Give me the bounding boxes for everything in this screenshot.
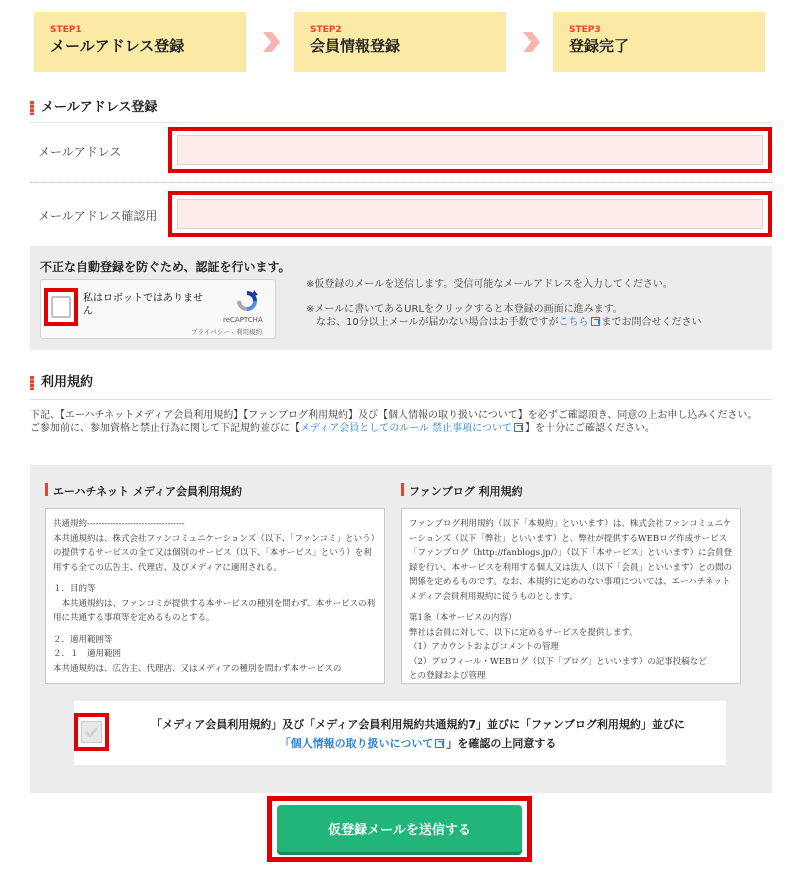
recaptcha-widget	[40, 279, 276, 339]
recaptcha-logo-icon	[234, 288, 260, 314]
email-confirm-field[interactable]	[177, 199, 763, 229]
divider	[30, 122, 772, 123]
terms-intro-post: 】を十分にご確認ください。	[524, 423, 655, 434]
agree-label	[114, 715, 722, 753]
contact-link[interactable]: こちら	[558, 317, 589, 328]
terms-intro-line2	[30, 422, 775, 435]
terms-text-line: ２．適用範囲等	[53, 634, 113, 645]
terms-text-line: 弊社は会員に対して、以下に定めるサービスを提供します。	[409, 627, 638, 638]
divider	[30, 399, 772, 400]
email-field[interactable]	[177, 135, 763, 165]
captcha-panel	[30, 246, 772, 350]
agree-line2	[114, 734, 722, 753]
terms-text-line: 第1条（本サービスの内容）	[409, 613, 517, 623]
terms-text-line: 本共通規約は、広告主、代理店、又はメディアの種別を問わず本サービスの	[53, 663, 342, 674]
checkmark-icon	[84, 725, 99, 739]
terms-text-line: （1）アカウントおよびコメントの管理	[409, 642, 559, 652]
email-confirm-label: メールアドレス確認用	[38, 209, 158, 223]
captcha-note-1: ※仮登録のメールを送信します。受信可能なメールアドレスを入力してください。	[306, 279, 673, 290]
external-link-icon	[591, 317, 600, 326]
agree-line1: 「メディア会員利用規約」及び「メディア会員利用規約共通規約7」並びに「ファンブログ利用規約」並びに	[151, 718, 685, 731]
terms-text-line: 共通規約----------------------------------	[53, 519, 185, 529]
terms-text-line: との登録および管理	[409, 671, 486, 681]
step-1	[34, 12, 246, 72]
step-3-number: STEP3	[569, 25, 601, 35]
privacy-link[interactable]: 「個人情報の取り扱いについて	[279, 737, 434, 750]
email-label: メールアドレス	[38, 145, 122, 159]
agree-checkbox-highlight	[74, 713, 109, 751]
terms-text-line: １．目的等	[53, 584, 96, 594]
media-terms-title: エーハチネット メディア会員利用規約	[45, 483, 242, 499]
terms-intro-line1: 下記、【エーハチネットメディア会員利用規約】【ファンブログ利用規約】及び【個人情報の取り扱いについて】を必ずご確認頂き、同意の上お申し込みください。	[30, 410, 758, 421]
send-provisional-email-button[interactable]: 仮登録メールを送信する	[277, 805, 522, 852]
agree-checkbox[interactable]	[81, 721, 102, 743]
email-field-highlight	[168, 127, 772, 173]
recaptcha-checkbox-highlight	[44, 288, 78, 326]
external-link-icon	[514, 423, 523, 432]
media-terms-textarea[interactable]	[45, 508, 385, 684]
terms-section-title: 利用規約	[30, 375, 93, 391]
captcha-note-2-pre: なお、10分以上メールが届かない場合はお手数ですが	[316, 317, 559, 328]
agree-line2-post: 」を確認の上同意する	[446, 737, 557, 750]
recaptcha-checkbox[interactable]	[51, 296, 71, 318]
captcha-note-2	[306, 303, 702, 329]
agree-panel	[74, 701, 726, 765]
chevron-right-icon	[518, 30, 542, 54]
terms-text-line: 本共通規約は、株式会社ファンコミュニケーションズ（以下、「ファンコミ」という）の提供するサービスの全て又は個別のサービス（以下、「本サービス」という）を利用する全ての広告主、代理店、及びメディアに適用される。	[53, 533, 375, 573]
step-1-number: STEP1	[50, 25, 82, 35]
chevron-right-icon	[258, 30, 282, 54]
step-1-name: メールアドレス登録	[50, 37, 185, 55]
step-2	[294, 12, 506, 72]
external-link-icon	[435, 739, 444, 748]
terms-intro	[30, 409, 775, 435]
recaptcha-links[interactable]: プライバシー - 利用規約	[191, 328, 263, 336]
captcha-note-2-post: までお問合せください	[601, 317, 702, 328]
submit-button-highlight	[267, 796, 532, 862]
terms-text-line: ファンブログ利用規約（以下「本規約」といいます）は、株式会社ファンコミュニケーションズ（以下「弊社」といいます）と、弊社が提供するWEBログ作成サービス「ファンブログ（http://fanblogs.jp/）」（以下「本サービス」といいます）に会員登録を行い、本サービスを利用する個人又は法人（以下「会員」といいます）との間の関係を定めるものです。なお、本規約に定めのない事項については、エーハチネットメディア会員利用規約に従うものとします。	[409, 519, 733, 602]
rules-link[interactable]: メディア会員としてのルール 禁止事項について	[300, 423, 512, 434]
terms-text-line: （2）プロフィール・WEBログ（以下「ブログ」といいます）の記事投稿など	[409, 656, 707, 667]
captcha-note-2-line1: ※メールに書いてあるURLをクリックすると本登録の画面に進みます。	[306, 304, 623, 315]
step-2-name: 会員情報登録	[310, 37, 401, 55]
terms-text-line: ２．１ 適用範囲	[53, 649, 122, 659]
recaptcha-brand: reCAPTCHA	[223, 316, 263, 324]
email-confirm-field-highlight	[168, 191, 772, 237]
step-3	[553, 12, 765, 72]
terms-panel	[30, 465, 772, 793]
registration-steps	[34, 12, 764, 72]
terms-text-line: 本共通規約は、ファンコミが提供する本サービスの種別を問わず、本サービスの利用に共通する事項等を定めるものとする。	[53, 598, 376, 623]
step-3-name: 登録完了	[569, 37, 630, 55]
email-section-title: メールアドレス登録	[30, 100, 157, 116]
recaptcha-label: 私はロボットではありません	[83, 293, 203, 317]
terms-intro-pre: ご参加前に、参加資格と禁止行為に関して下記規約並びに【	[30, 423, 300, 434]
captcha-title: 不正な自動登録を防ぐため、認証を行います。	[40, 260, 291, 274]
fanblog-terms-textarea[interactable]	[401, 508, 741, 684]
divider	[30, 182, 772, 183]
fanblog-terms-title: ファンブログ 利用規約	[401, 483, 523, 499]
captcha-note-2-line2	[306, 316, 702, 329]
step-2-number: STEP2	[310, 25, 342, 35]
